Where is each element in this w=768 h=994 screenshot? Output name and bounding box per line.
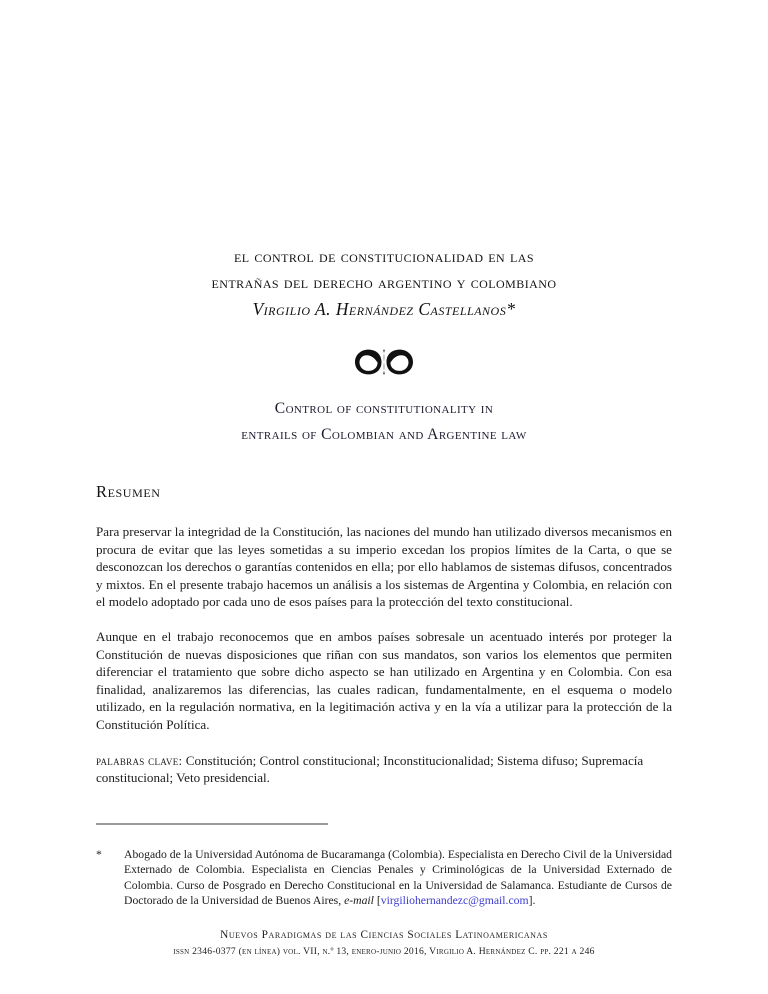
title-english-block xyxy=(96,396,672,448)
keywords-line xyxy=(96,752,672,787)
keywords-value: Constitución; Control constitucional; Inconstitucionalidad; Sistema difuso; Supremacía constitucional; Veto presidencial. xyxy=(96,752,644,786)
title-english-line-2: entrails of Colombian and Argentine law xyxy=(241,426,527,443)
abstract-paragraph-1: Para preservar la integridad de la Constitución, las naciones del mundo han utilizado diversos mecanismos en procura de evitar que las leyes sometidas a su imperio excedan los propios límites de la Carta, o que se desconozcan los derechos o garantías contenidos en ella; por ello hablamos de sistemas difusos, concentrados y mixtos. En el presente trabajo hacemos un análisis a los sistemas de Argentina y Colombia, en relación con el modelo adoptado por cada uno de esos países para la protección del texto constitucional. xyxy=(96,524,672,610)
title-block xyxy=(96,243,672,323)
title-english-line-1: Control of constitutionality in xyxy=(274,400,494,417)
footnote-body: Abogado de la Universidad Autónoma de Bucaramanga (Colombia). Especialista en Derecho Civil de la Universidad Externado de Colombia. Especialista en Ciencias Penales y Criminológicas de la Universidad Externado de Colombia. Curso de Posgrado en Derecho Constitucional en la Universidad de Salamanca. Estudiante de Cursos de Doctorado de la Universidad de Buenos Aires, xyxy=(124,847,672,907)
keywords-label: palabras clave: xyxy=(96,752,183,768)
footnote-separator-rule xyxy=(96,823,328,825)
footnote-bracket-open: [ xyxy=(373,893,381,907)
title-spanish-line-2: entrañas del derecho argentino y colombiano xyxy=(211,272,557,292)
footnote-marker: * xyxy=(96,847,102,861)
fleuron-ornament xyxy=(96,347,672,377)
footnote-email-label: e-mail xyxy=(344,893,374,907)
title-spanish-line-1: el control de constitucionalidad en las xyxy=(234,246,534,266)
footnote-block xyxy=(96,847,672,909)
footnote-bracket-close: ]. xyxy=(528,893,536,907)
footer-journal-name: Nuevos Paradigmas de las Ciencias Sociales Latinoamericanas xyxy=(220,929,548,941)
page-content-column xyxy=(96,0,672,908)
abstract-paragraph-2: Aunque en el trabajo reconocemos que en ambos países sobresale un acentuado interés por proteger la Constitución de nuevas disposiciones que riñan con sus mandatos, son varios los elementos que permiten diferenciar el tratamiento que sobre dicho aspecto se han utilizado en Argentina y en Colombia. Con esa finalidad, analizaremos las diferencias, las cuales radican, fundamentalmente, en el esquema o modelo utilizado, en la regulación normativa, en la legitimación activa y en la vía a utilizar para la protección de la Constitución Política. xyxy=(96,628,672,732)
abstract-heading: Resumen xyxy=(96,482,161,501)
footnote-text xyxy=(124,847,672,909)
page-footer xyxy=(0,928,768,958)
author-name: Virgilio A. Hernández Castellanos* xyxy=(252,299,516,319)
footer-issn-line: issn 2346-0377 (en línea) vol. VII, n.º 13, enero-junio 2016, Virgilio A. Hernández C. pp. 221 a 246 xyxy=(173,946,595,957)
author-email-link[interactable]: virgiliohernandezc@gmail.com xyxy=(380,893,529,907)
